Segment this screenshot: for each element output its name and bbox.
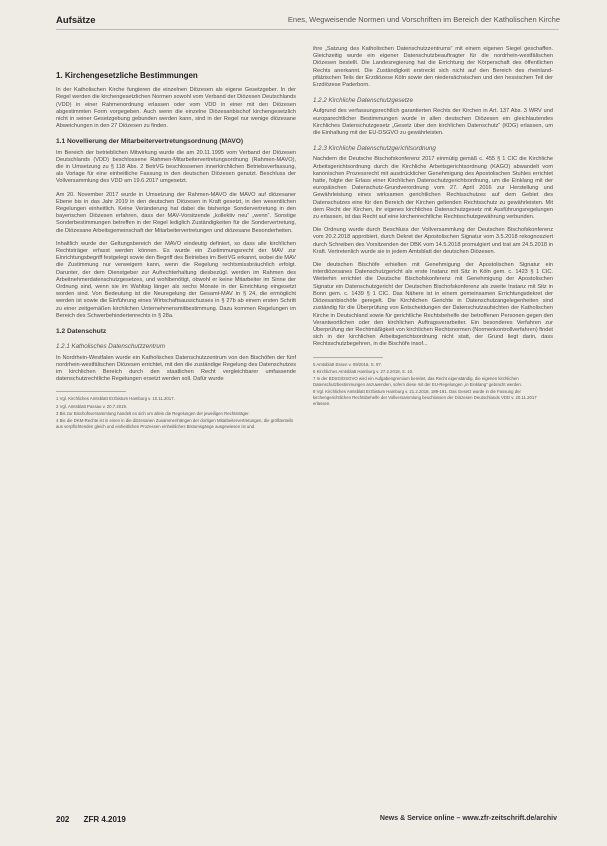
footnote: 4 Bis die DKM-Rechte ist in einen in die diözesanen Zusammenhängen der dortigen Mitarbeitervertretungen, die größtenteils aus verpflichtenden gleich und einheitlichen Prozessen einheitliches Bistumsgänge ausgewiesen ist und. (56, 418, 294, 429)
footnote: 2 Vgl. Amtsblatt Passau v. 20.7.2019. (56, 403, 128, 409)
archive-link[interactable]: News & Service online – www.zfr-zeitschrift.de/archiv (379, 815, 557, 822)
footnote-rule (313, 357, 383, 358)
paragraph: Inhaltlich wurde der Geltungsbereich der MAVO eindeutig definiert, so dass alle kirchlichen Rechtsträger erfasst werden können. Es wurde ein Zustimmungsrecht der MAV zur Einrichtungsbegriff festgelegt sowie den Begriff des Betriebes im BetrVG erkannt, wobei die MAV die Zustimmung nur verweigern kann, wenn die Regelung rechtsmissbräuchlich erfolgt. Darunter, der dem Dienstgeber zur Aufrechterhaltung diesbezügl. werden im Rahmen des Arbeitnehmerdatenschutzgesetzes, und wohlbenötigt, obwohl er keine Mitarbeiter im Sinne der Ordnung sind, wenn sie im Wahltag länger als sechs Monate in der Einrichtung eingesetzt worden sind. Von Bedeutung ist die Neuregelung der Gesamt-MAV in § 24, die ermöglicht werden ist sowie die Einführung eines Wirtschaftsausschusses in § 27b ab einem ersten Schritt zu einer zeitgemäßen kirchlichen Unternehmensmitbestimmung. Dazu kommen Regelungen im Bereich des Schwerbehindertenrechts in § 28a. (56, 240, 296, 319)
footnote: 3 Bis zur Bischofsversammlung handelt es sich um allein die Regelungen der jeweiligen Rechtsträger. (56, 410, 250, 416)
page-number: 202 (56, 815, 70, 824)
paragraph: ihre „Satzung des Katholischen Datenschutzzentrums“ mit einem eigenen Siegel geschaffen. Gleichzeitig wurde ein eigener Datenschutzbeauftragter für die nordrhein-westfälischen Diözesen bestellt. Die Landesregierung hat die Errichtung der Körperschaft des öffentlichen Rechts anerkannt. Die Zuständigkeit erstreckt sich nicht auf den Bereich des rheinland-pfälzischen Teils der Erzdiözese Köln sowie den niedersächsischen und den hessischen Teil der Erzdiözese Paderborn. (313, 46, 553, 89)
subsection-heading: 1.1 Novellierung der Mitarbeitervertretungsordnung (MAVO) (56, 138, 244, 146)
footnote: 5 Amtsblatt Essen v. 09/2018, S. 97. (313, 361, 382, 367)
magazine-issue: ZFR 4.2019 (83, 815, 126, 824)
subsubsection-heading: 1.2.3 Kirchliche Datenschutzgerichtsordnung (313, 145, 436, 153)
subsubsection-heading: 1.2.2 Kirchliche Datenschutzgesetze (313, 97, 414, 105)
footnote: 1 Vgl. Kirchliches Amtsblatt Erzbistum Hamburg v. 10.11.2017. (56, 396, 175, 402)
header-rule (56, 29, 559, 30)
footnote: 6 Kirchliches Amtsblatt Hamburg v. 27.2.2018, S. 10. (313, 368, 414, 374)
section-heading: 1. Kirchengesetzliche Bestimmungen (56, 71, 198, 80)
paragraph: Im Bereich der betrieblichen Mitwirkung wurde die am 20.11.1995 vom Verband der Diözesen Deutschlands (VDD) beschlossene Rahmen-Mitarbeitervertretungsordnung (Rahmen-MAVO), die in Umsetzung zu § 118 Abs. 2 BetrVG beschlossenen innerkirchlichen Betriebsverfassung, als Vorlage für eine einheitliche Fassung in den deutschen Diözesen genutzt. Beschluss der Vollversammlung des VDD am 19.6.2017 umgesetzt. (56, 149, 296, 185)
footnote-rule (56, 391, 126, 392)
paragraph: Aufgrund des verfassungsrechtlich garantierten Rechts der Kirchen in Art. 137 Abs. 3 WRV und europarechtlicher Bestimmungen wurde in allen deutschen Diözesen ein gleichlautendes Kirchliches Datenschutzgesetz „Gesetz über den kirchlichen Datenschutz“ (KDG) erlassen, um die Einhaltung mit der EU-DSGVO zu gewährleisten. (313, 108, 553, 137)
section-label: Aufsätze (56, 15, 96, 26)
paragraph: Die deutschen Bischöfe erhielten mit Genehmigung der Apostolischen Signatur ein interdiözesanes Datenschutzgericht als erste Instanz mit Sitz in Köln gem. c. 1423 § 1 CIC. Weiterhin errichtet die Deutsche Bischofskonferenz mit Genehmigung der Apostolischen Signatur ein Datenschutzgericht der Deutschen Bischofskonferenz als zweite Instanz mit Sitz in Bonn gem. c. 1439 § 1 CIC. Das Nähere ist in einem gemeinsamen Errichtungsdekret der Diözesanbischöfe geregelt. Die Kirchlichen Gerichte in Datenschutzangelegenheiten sind zuständig für die Überprüfung von Entscheidungen der Datenschutzaufsichten der Katholischen Kirche in Deutschland sowie für gerichtliche Rechtsbehelfe der betroffenen Personen gegen den Verantwortlichen oder den kirchlichen Auftragsverarbeiter. Ein besonderes Verfahren zur Überprüfung der Rechtmäßigkeit von kirchlichen Rechtsnormen (Normenkontrollverfahren) findet sich in der kirchlichen Arbeitsgerichtsordnung nicht statt, der Grund liegt darin, dass Rechtsschutzbegehren, in die Bischöfe insof... (313, 262, 553, 348)
right-column (313, 46, 553, 408)
page-footer-left (56, 815, 126, 824)
paragraph: In Nordrhein-Westfalen wurde ein Katholisches Datenschutzzentrum von den Bischöfen der fünf nordrhein-westfälischen Diözesen errichtet, mit den die zuständige Regelung des Datenschutzes im kirchlichen Bereich durch den staatlichen Recht vergleichbarer umfassende datenschutzrechtliche Regelungen ersetzt werden soll. Dafür wurde (56, 354, 296, 383)
left-column (56, 46, 296, 431)
running-title: Enes, Wegweisende Normen und Vorschriften im Bereich der Katholischen Kirche (287, 15, 560, 24)
paragraph: In der Katholischen Kirche fungieren die einzelnen Diözesen als eigene Gesetzgeber. In der Regel werden die kirchengesetzlichen Normen sowohl vom Verband der Diözesen Deutschlands (VDD) in einer Rahmenordnung erlassen oder vom VDD in einer mit den Diözesen abgestimmten Form vorgegeben. Auch wenn die einzelne Diözesanbischof kirchengesetzlich nicht in seiner Gesetzgebung gebunden werden kann, sind in der Regel nur wenige diözesane Abweichungen in den 27 Diözesen zu finden. (56, 87, 296, 130)
paragraph: Nachdem die Deutsche Bischofskonferenz 2017 einmütig gemäß c. 455 § 1 CIC die Kirchliche Arbeitsgerichtsordnung durch die Kirchliche Arbeitsgerichtsordnung (KAGO) abwandelt vom kanonischen Prozessrecht mit ausdrücklicher Genehmigung des Apostolischen Stuhles errichtet hatte, folgte der Erlass einer Kirchlichen Datenschutzgerichtsordnung, um die Einklang mit der europäischen Datenschutz-Grundverordnung vom 27. April 2016 zur Herstellung und Gewährleistung eines wirksamen gerichtlichen Rechtsschutzes auf dem Gebiet des Datenschutzes eine für den Bereich der Kirchen geltenden Rechtsschutz zu gewährleisten. Mit dem Recht der Kirchen, ihr eigenes kirchliches Datenschutzgesetz mit Ausführungsregelungen zu erlassen, ist das Recht auf eine kirchenrechtliche Rechtsschutzgewährung verbunden. (313, 156, 553, 221)
footnote: 8 Vgl. Kirchliches Amtsblatt Erzbistum Hamburg v. 21.2.2018, 189-191. Das Gesetz wurde in die Fassung der kirchengerichtlichen Rechtsbehelfe der Vollversammlung beschlossen der Diözesen Deutschlands VDD v. 20.11.2017 erlassen. (313, 389, 537, 406)
paragraph: Am 20. November 2017 wurde in Umsetzung der Rahmen-MAVO die MAVO auf diözesaner Ebene bis in das Jahr 2019 in den deutschen Diözesen in Kraft gesetzt, in den wesentlichen Regelungen einheitlich. Keine Veränderung hat dabei die bisherige Sondervertretung in den bayerischen Diözesen erfahren, dass der MAV-Vorsitzende „kollektiv neu“ „wenn“. Sonstige Sonderbestimmungen betreffen in der Regel lediglich Zuständigkeiten für die Sondervertretung, die Diözesane Arbeitsgemeinschaft der Mitarbeitervertretungen und diözesane Besonderheiten. (56, 191, 296, 234)
paragraph: Die Ordnung wurde durch Beschluss der Vollversammlung der Deutschen Bischofskonferenz vom 20.2.2018 approbiert, durch Dekret der Apostolischen Signatur vom 3.5.2018 rekognosziert durch Schreiben des Vorsitzenden der DBK vom 14.5.2018 promulgiert und trat am 24.5.2018 in Kraft. Vertretenlich wurde sie in jedem Amtsblatt der deutschen Diözesen. (313, 227, 553, 255)
subsection-heading: 1.2 Datenschutz (56, 328, 107, 336)
subsubsection-heading: 1.2.1 Katholisches Datenschutzzentrum (56, 343, 166, 351)
footnote: 7 In der BDSG/DSGVO wird ein Aufgabengremium bereitet, das Recht eigenständig, die eigenen kirchlichen Datenschutzbestimmungen anzuwenden, sofern diese mit der EU-Regelungen „in Einklang“ gebracht werden. (313, 376, 522, 387)
